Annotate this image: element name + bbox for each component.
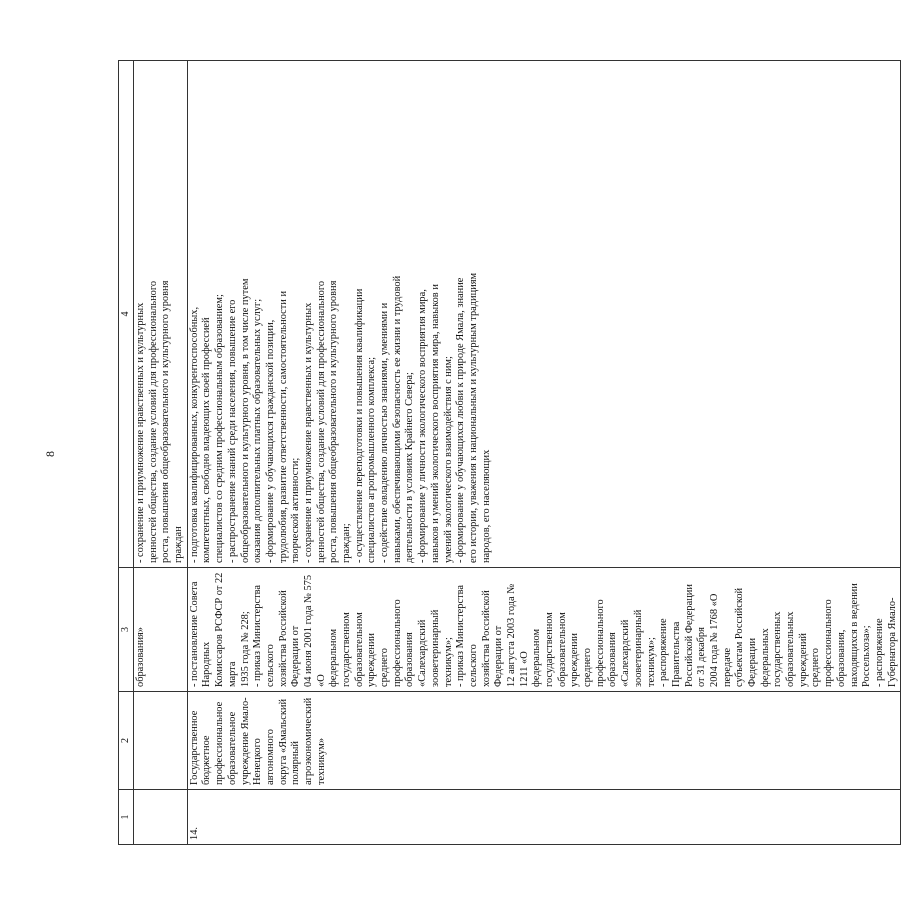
column-header-3: 3 — [119, 568, 134, 692]
basis-line: образования, находящихся в ведении — [835, 583, 860, 687]
table-header-row — [119, 61, 134, 845]
basis-line: федеральном государственном — [531, 612, 555, 687]
institution-line: образовательное — [226, 711, 238, 785]
continuation-basis-cell — [134, 568, 188, 692]
goals-line: компетентных, свободно владеющих своей профессией — [201, 317, 213, 563]
goals-line: - формирование у личности экологического восприятия мира, — [417, 289, 429, 563]
basis-cell — [187, 568, 901, 692]
basis-line: субъектам Российской Федерации — [734, 587, 758, 687]
goals-line: народов, его населяющих — [480, 449, 492, 563]
basis-line: образовательных учреждений — [785, 611, 809, 687]
basis-line: 2004 года № 1768 «О передаче — [708, 593, 733, 687]
continuation-row — [134, 61, 188, 845]
goals-line: - осуществление переподготовки и повышения квалификации — [353, 288, 365, 563]
table-row-14 — [187, 61, 901, 845]
institution-line: профессиональное — [214, 701, 226, 785]
basis-line: зооветеринарный техникум»; — [429, 609, 454, 687]
goals-line: - формирование у обучающихся любви к природе Ямала, знание — [455, 277, 467, 563]
institution-line: Государственное — [188, 710, 200, 785]
basis-line: 1935 года № 228; — [239, 611, 251, 687]
basis-line: Комиссаров РСФСР от 22 марта — [214, 572, 238, 687]
goals-line: трудолюбия, развитие ответственности, самостоятельности и — [277, 290, 289, 563]
goals-line: творческой активности; — [290, 457, 302, 563]
basis-line: среднего профессионального — [582, 599, 606, 687]
basis-line: образования «Салехардский — [607, 619, 632, 687]
table-frame — [118, 60, 898, 845]
basis-line: образовательном учреждении — [556, 612, 581, 687]
institution-cell — [187, 692, 901, 790]
continuation-number-cell — [134, 790, 188, 845]
goals-line: умений экологического взаимодействия с ним; — [442, 356, 454, 563]
institution-line: техникум» — [315, 737, 327, 785]
column-header-2: 2 — [119, 692, 134, 790]
goals-cell — [187, 61, 901, 568]
basis-line: хозяйства Российской Федерации от — [277, 590, 302, 687]
basis-line: среднего профессионального — [810, 599, 835, 687]
basis-line: хозяйства Российской Федерации от — [480, 590, 505, 687]
institution-line: учреждение Ямало- — [239, 697, 251, 785]
goals-line: граждан — [173, 526, 185, 563]
goals-line: роста, повышения общеобразовательного и культурного уровня — [328, 280, 340, 563]
institution-line: полярный — [290, 741, 302, 785]
institution-line: Ненецкого автономного — [252, 729, 276, 785]
basis-line: Российской Федерации от 31 декабря — [683, 584, 708, 687]
basis-line: образования «Салехардский — [404, 619, 429, 687]
basis-line: - распоряжение Правительства — [658, 618, 682, 687]
basis-line: - приказ Министерства сельского — [252, 585, 276, 687]
institution-line: агроэкономический — [302, 697, 314, 785]
basis-line: 12 августа 2003 года № 1211 «О — [505, 583, 530, 687]
goals-line: общеобразовательного и культурного уровня, в том числе путем — [239, 278, 251, 563]
goals-line: специалистов со средним профессиональным образованием; — [214, 294, 226, 563]
basis-line: федеральных государственных — [759, 611, 784, 687]
basis-line: - распоряжение Губернатора Ямало- — [873, 597, 898, 687]
goals-line: - сохранение и приумножение нравственных и культурных — [302, 302, 314, 563]
page-number: 8 — [43, 451, 57, 457]
goals-line: деятельности в условиях Крайнего Севера; — [404, 372, 416, 563]
goals-line: специалистов агропромышленного комплекса; — [366, 356, 378, 563]
basis-line: Россельхоза»; — [861, 625, 873, 687]
goals-line: его истории, уважения к национальным и культурным традициям — [467, 272, 479, 563]
column-header-4: 4 — [119, 61, 134, 568]
goals-line: граждан; — [341, 523, 352, 563]
goals-line: ценностей общества, создание условий для профессионального — [315, 280, 327, 563]
registry-table — [118, 60, 901, 845]
basis-line: образования» — [135, 626, 146, 687]
goals-line: оказания дополнительных платных образовательных услуг; — [252, 298, 264, 563]
basis-line: - приказ Министерства сельского — [455, 585, 479, 687]
goals-line: - формирование у обучающихся гражданской позиции, — [264, 319, 276, 563]
institution-line: округа «Ямальский — [277, 698, 289, 785]
institution-line: бюджетное — [201, 735, 213, 785]
basis-line: - постановление Совета Народных — [188, 581, 213, 687]
continuation-goals-cell — [134, 61, 188, 568]
basis-line: зооветеринарный техникум»; — [632, 609, 657, 687]
column-header-1: 1 — [119, 790, 134, 845]
rotated-table-container — [118, 60, 898, 845]
goals-line: навыками, обеспечивающими безопасность ее жизни и трудовой — [391, 275, 403, 563]
basis-line: среднего профессионального — [379, 599, 403, 687]
goals-line: навыков и умений экологического восприятия мира, навыков и — [429, 284, 441, 563]
goals-line: - сохранение и приумножение нравственных и культурных — [135, 302, 146, 563]
basis-line: федеральном государственном — [328, 612, 352, 687]
goals-line: ценностей общества, создание условий для профессионального — [147, 280, 159, 563]
goals-line: - распространение знаний среди населения, повышение его — [226, 299, 238, 563]
basis-line: образовательном учреждении — [353, 612, 378, 687]
goals-line: - подготовка квалифицированных, конкурентоспособных, — [188, 306, 200, 563]
goals-line: - содействие овладению личностью знаниями, умениями и — [379, 302, 391, 563]
continuation-institution-cell — [134, 692, 188, 790]
goals-line: роста, повышения общеобразовательного и культурного уровня — [160, 280, 172, 563]
row-number-cell: 14. — [187, 790, 901, 845]
basis-line: 04 июня 2001 года № 575 «О — [302, 574, 327, 687]
